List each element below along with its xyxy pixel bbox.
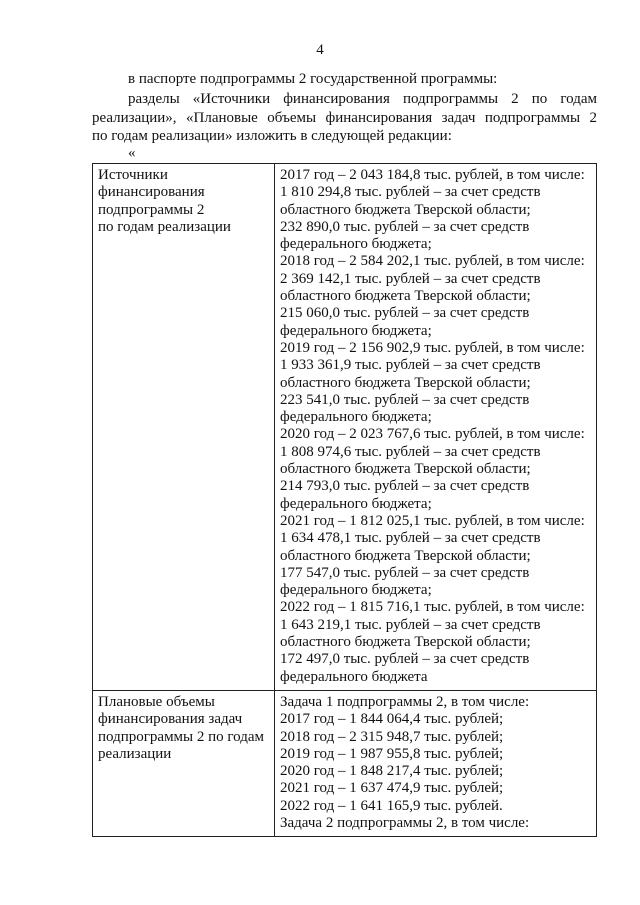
value-line: 2022 год – 1 641 165,9 тыс. рублей. bbox=[280, 797, 503, 814]
value-line: 2017 год – 2 043 184,8 тыс. рублей, в том числе: bbox=[280, 167, 585, 183]
label-line: реализации bbox=[98, 745, 172, 762]
table-row bbox=[93, 690, 597, 836]
value-line: федерального бюджета bbox=[280, 668, 428, 685]
value-line: 2022 год – 1 815 716,1 тыс. рублей, в том числе: bbox=[280, 599, 585, 616]
value-line: 1 810 294,8 тыс. рублей – за счет средств bbox=[280, 184, 541, 201]
label-line: подпрограммы 2 bbox=[98, 201, 205, 218]
value-line: 2017 год – 1 844 064,4 тыс. рублей; bbox=[280, 711, 504, 728]
intro-line-1: в паспорте подпрограммы 2 государственной программы: bbox=[128, 71, 498, 87]
opening-quote: « bbox=[128, 145, 136, 161]
row-label-planned-volumes bbox=[93, 690, 275, 836]
value-line: областного бюджета Тверской области; bbox=[280, 461, 531, 478]
label-line: Плановые объемы bbox=[98, 693, 215, 710]
value-line: областного бюджета Тверской области; bbox=[280, 634, 531, 651]
value-line: Задача 2 подпрограммы 2, в том числе: bbox=[280, 814, 530, 831]
value-line: 2 369 142,1 тыс. рублей – за счет средств bbox=[280, 270, 541, 287]
value-line: областного бюджета Тверской области; bbox=[280, 547, 531, 564]
value-line: 214 793,0 тыс. рублей – за счет средств bbox=[280, 478, 530, 495]
intro-line-2: разделы «Источники финансирования подпрограммы 2 по годам bbox=[128, 91, 597, 107]
value-line: 1 808 974,6 тыс. рублей – за счет средств bbox=[280, 443, 541, 460]
label-line: подпрограммы 2 по годам bbox=[98, 728, 265, 745]
value-line: 2020 год – 1 848 217,4 тыс. рублей; bbox=[280, 763, 504, 780]
value-line: областного бюджета Тверской области; bbox=[280, 201, 531, 218]
value-line: 2019 год – 2 156 902,9 тыс. рублей, в том числе: bbox=[280, 339, 585, 356]
value-line: 177 547,0 тыс. рублей – за счет средств bbox=[280, 564, 530, 581]
value-line: 1 643 219,1 тыс. рублей – за счет средств bbox=[280, 616, 541, 633]
label-line: по годам реализации bbox=[98, 218, 231, 235]
value-line: 1 933 361,9 тыс. рублей – за счет средств bbox=[280, 357, 541, 374]
label-line: финансирования bbox=[98, 184, 205, 201]
value-line: федерального бюджета; bbox=[280, 236, 432, 253]
value-line: федерального бюджета; bbox=[280, 495, 432, 512]
value-line: федерального бюджета; bbox=[280, 409, 432, 426]
intro-line-4: по годам реализации» изложить в следующей редакции: bbox=[92, 128, 452, 144]
value-line: 2019 год – 1 987 955,8 тыс. рублей; bbox=[280, 745, 504, 762]
value-line: 2021 год – 1 812 025,1 тыс. рублей, в том числе: bbox=[280, 512, 585, 529]
value-line: 172 497,0 тыс. рублей – за счет средств bbox=[280, 651, 530, 668]
value-line: федерального бюджета; bbox=[280, 582, 432, 599]
value-line: областного бюджета Тверской области; bbox=[280, 374, 531, 391]
row-value-funding-sources bbox=[275, 164, 597, 691]
value-line: 2018 год – 2 584 202,1 тыс. рублей, в том числе: bbox=[280, 253, 585, 270]
value-line: федерального бюджета; bbox=[280, 322, 432, 339]
row-value-planned-volumes bbox=[275, 690, 597, 836]
page-number: 4 bbox=[316, 42, 324, 58]
value-line: 223 541,0 тыс. рублей – за счет средств bbox=[280, 391, 530, 408]
value-line: Задача 1 подпрограммы 2, в том числе: bbox=[280, 693, 530, 710]
row-label-funding-sources bbox=[93, 164, 275, 691]
table-row bbox=[93, 164, 597, 691]
intro-line-3: реализации», «Плановые объемы финансирования задач подпрограммы 2 bbox=[92, 110, 597, 126]
passport-table bbox=[92, 163, 597, 837]
label-line: Источники bbox=[98, 167, 168, 183]
label-line: финансирования задач bbox=[98, 711, 243, 728]
value-line: областного бюджета Тверской области; bbox=[280, 288, 531, 305]
value-line: 2020 год – 2 023 767,6 тыс. рублей, в том числе: bbox=[280, 426, 585, 443]
value-line: 215 060,0 тыс. рублей – за счет средств bbox=[280, 305, 530, 322]
value-line: 2021 год – 1 637 474,9 тыс. рублей; bbox=[280, 780, 504, 797]
value-line: 232 890,0 тыс. рублей – за счет средств bbox=[280, 218, 530, 235]
value-line: 1 634 478,1 тыс. рублей – за счет средств bbox=[280, 530, 541, 547]
value-line: 2018 год – 2 315 948,7 тыс. рублей; bbox=[280, 728, 504, 745]
